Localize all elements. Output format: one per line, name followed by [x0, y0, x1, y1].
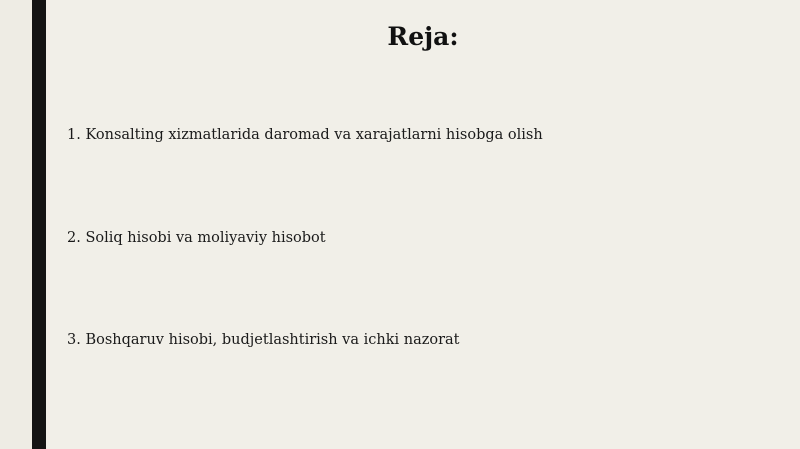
slide-title: Reja:: [387, 22, 459, 51]
vertical-accent-bar: [32, 0, 46, 449]
plan-item-1: 1. Konsalting xizmatlarida daromad va xarajatlarni hisobga olish: [67, 127, 543, 143]
left-margin-strip: [0, 0, 32, 449]
plan-item-3: 3. Boshqaruv hisobi, budjetlashtirish va ichki nazorat: [67, 332, 460, 348]
plan-item-2: 2. Soliq hisobi va moliyaviy hisobot: [67, 230, 326, 246]
